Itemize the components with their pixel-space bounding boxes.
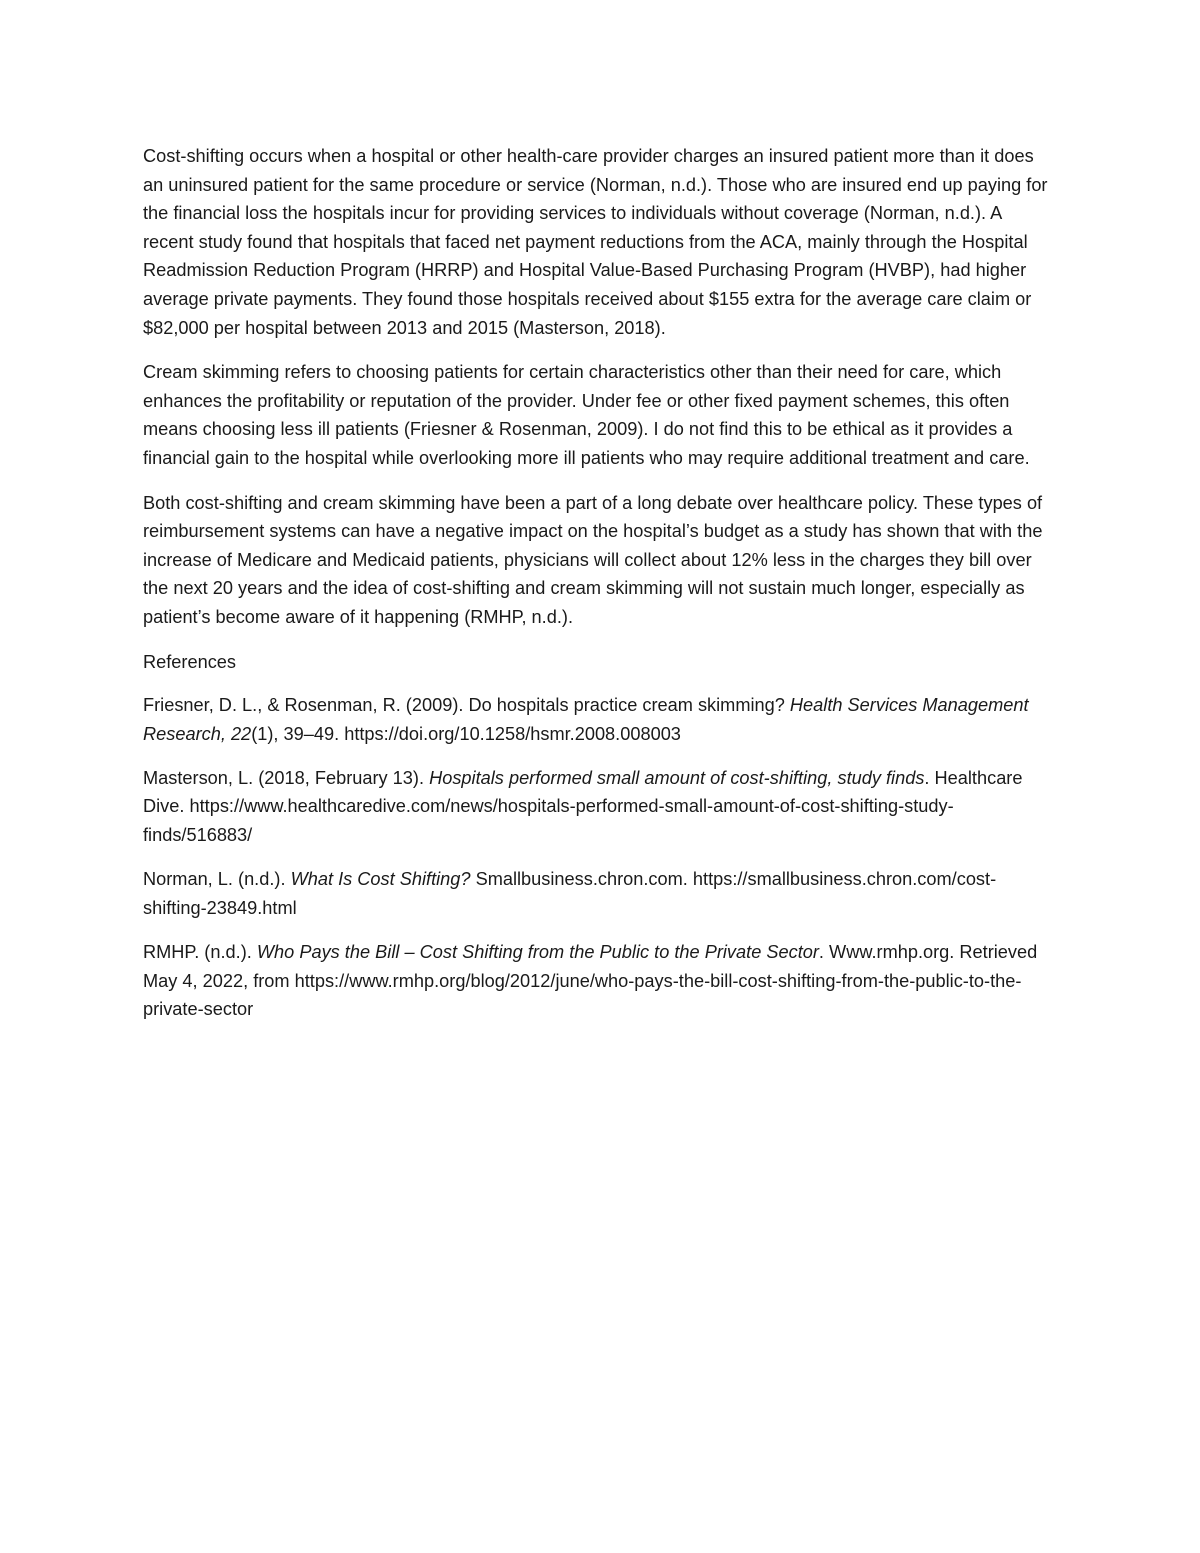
references-heading: References <box>143 651 237 672</box>
reference-masterson <box>143 764 1055 850</box>
reference-source-italic: Health Services Management Research, 22 <box>143 695 1029 744</box>
reference-norman <box>143 865 1055 922</box>
reference-source-italic: Hospitals performed small amount of cost-shifting, study finds <box>429 767 925 788</box>
reference-source-italic: What Is Cost Shifting? <box>290 869 471 890</box>
reference-rmhp <box>143 938 1055 1024</box>
reference-text: Friesner, D. L., & Rosenman, R. (2009). Do hospitals practice cream skimming? <box>143 695 790 716</box>
reference-text: . Www.rmhp.org. Retrieved May 4, 2022, from https://www.rmhp.org/blog/2012/june/who-pays-the-bill-cost-shifting-from-the-public-to-the-private-sector <box>143 942 1038 1020</box>
reference-text: . Healthcare Dive. https://www.healthcaredive.com/news/hospitals-performed-small-amount-of-cost-shifting-study-finds/516883/ <box>143 767 1023 846</box>
paragraph-cost-shifting: Cost-shifting occurs when a hospital or other health-care provider charges an insured patient more than it does an uninsured patient for the same procedure or service (Norman, n.d.). Those who are insured end up paying for the financial loss the hospitals incur for providing services to individuals without coverage (Norman, n.d.). A recent study found that hospitals that faced net payment reductions from the ACA, mainly through the Hospital Readmission Reduction Program (HRRP) and Hospital Value-Based Purchasing Program (HVBP), had higher average private payments. They found those hospitals received about $155 extra for the average care claim or $82,000 per hospital between 2013 and 2015 (Masterson, 2018). <box>143 146 1048 338</box>
reference-text: Norman, L. (n.d.). <box>143 869 291 890</box>
paragraph-cream-skimming: Cream skimming refers to choosing patients for certain characteristics other than their need for care, which enhances the profitability or reputation of the provider. Under fee or other fixed payment schemes, this often means choosing less ill patients (Friesner & Rosenman, 2009). I do not find this to be ethical as it provides a financial gain to the hospital while overlooking more ill patients who may require additional treatment and care. <box>143 362 1030 468</box>
reference-text: RMHP. (n.d.). <box>143 942 257 963</box>
reference-friesner <box>143 691 1055 748</box>
reference-text: Masterson, L. (2018, February 13). <box>143 767 430 788</box>
document-body <box>143 142 1055 1039</box>
reference-text: Smallbusiness.chron.com. https://smallbusiness.chron.com/cost-shifting-23849.html <box>143 869 997 918</box>
paragraph-conclusion: Both cost-shifting and cream skimming have been a part of a long debate over healthcare policy. These types of reimbursement systems can have a negative impact on the hospital’s budget as a study has shown that with the increase of Medicare and Medicaid patients, physicians will collect about 12% less in the charges they bill over the next 20 years and the idea of cost-shifting and cream skimming will not sustain much longer, especially as patient’s become aware of it happening (RMHP, n.d.). <box>143 492 1043 627</box>
reference-source-italic: Who Pays the Bill – Cost Shifting from the Public to the Private Sector <box>256 942 819 963</box>
reference-text: (1), 39–49. https://doi.org/10.1258/hsmr.2008.008003 <box>251 723 681 744</box>
